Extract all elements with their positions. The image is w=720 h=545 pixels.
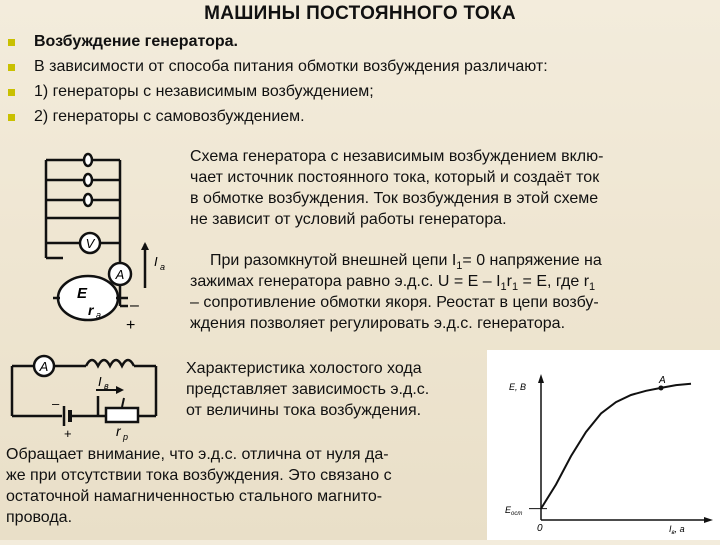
scheme-description	[190, 146, 720, 230]
text-line: – сопротивление обмотки якоря. Реостат в цепи возбу-	[190, 294, 599, 311]
point-a-label: A	[659, 374, 666, 386]
field-current-label: I	[98, 374, 102, 389]
text-line: не зависит от условий работы генератора.	[190, 211, 507, 228]
characteristic-curve	[541, 384, 691, 509]
bullet-item: 2) генераторы с самовозбуждением.	[6, 106, 548, 131]
x-axis-label	[669, 524, 685, 536]
text-part: = 0 напряжение на	[462, 252, 602, 269]
bullet-item: В зависимости от способа питания обмотки возбуждения различают:	[6, 56, 548, 81]
subscript: 1	[589, 281, 596, 294]
text-line: же при отсутствии тока возбуждения. Это связано с	[6, 467, 392, 484]
field-current-sub: в	[104, 381, 109, 391]
load-current-sub: a	[160, 262, 166, 272]
text-line: представляет зависимость э.д.с.	[186, 381, 430, 398]
point-a-marker	[659, 385, 664, 390]
label-part: , a	[674, 524, 685, 534]
x-axis-arrow	[704, 517, 713, 523]
text-line: чает источник постоянного тока, который и создаёт ток	[190, 169, 600, 186]
bullet-list	[6, 31, 548, 131]
generator-minus: –	[130, 297, 139, 314]
text-line: от величины тока возбуждения.	[186, 402, 422, 419]
text-part: = E, где r	[518, 273, 590, 290]
label-sub: в	[671, 530, 675, 536]
battery-plus: +	[64, 426, 72, 441]
text-part: r	[506, 273, 512, 290]
label-sub: ост	[511, 511, 523, 517]
text-line: Схема генератора с независимым возбуждением вклю-	[190, 148, 604, 165]
residual-note	[6, 444, 486, 528]
y-axis-arrow	[538, 374, 544, 383]
text-part: зажимах генератора равно э.д.с. U = E – I	[190, 273, 501, 290]
residual-emf-label	[505, 505, 522, 517]
page-title: МАШИНЫ ПОСТОЯННОГО ТОКА	[204, 3, 516, 24]
text-line: Характеристика холостого хода	[186, 360, 422, 377]
label-part: E	[505, 505, 512, 515]
generator-plus: +	[126, 317, 136, 334]
open-circuit-description	[190, 250, 720, 334]
load-current-label: I	[154, 254, 158, 269]
rheostat-label: r	[116, 423, 121, 439]
rheostat-sub: p	[123, 432, 129, 442]
bullet-item: 1) генераторы с независимым возбуждением;	[6, 81, 548, 106]
voltmeter-label: V	[85, 236, 95, 251]
text-line: в обмотке возбуждения. Ток возбуждения в этой схеме	[190, 190, 599, 207]
generator-circuit-diagram	[8, 138, 180, 350]
bullet-item: Возбуждение генератора.	[6, 31, 548, 56]
text-line	[190, 271, 720, 292]
subscript: 1	[500, 281, 507, 294]
chart-svg	[487, 350, 720, 540]
battery-minus: –	[52, 396, 60, 411]
subscript: 1	[456, 260, 463, 273]
armature-res-label: r	[88, 302, 94, 318]
field-ammeter-label: A	[39, 359, 49, 374]
text-line: остаточной намагниченностью стального магнито-	[6, 488, 383, 505]
y-axis-label: E, B	[509, 382, 527, 392]
text-line: ждения позволяет регулировать э.д.с. генератора.	[190, 315, 566, 332]
armature-res-sub: a	[96, 310, 102, 320]
origin-label: 0	[537, 523, 543, 534]
characteristic-description	[186, 358, 486, 421]
no-load-characteristic-chart	[487, 350, 720, 540]
armature-emf-label: E	[76, 285, 88, 302]
text-line	[190, 250, 720, 271]
load-ammeter-label: A	[115, 267, 125, 282]
field-circuit-diagram	[6, 344, 176, 442]
label-part: I	[669, 524, 672, 534]
subscript: 1	[511, 281, 519, 294]
text-line: Обращает внимание, что э.д.с. отлична от нуля да-	[6, 446, 389, 463]
text-part: При разомкнутой внешней цепи I	[210, 252, 457, 269]
text-line: провода.	[6, 509, 73, 526]
